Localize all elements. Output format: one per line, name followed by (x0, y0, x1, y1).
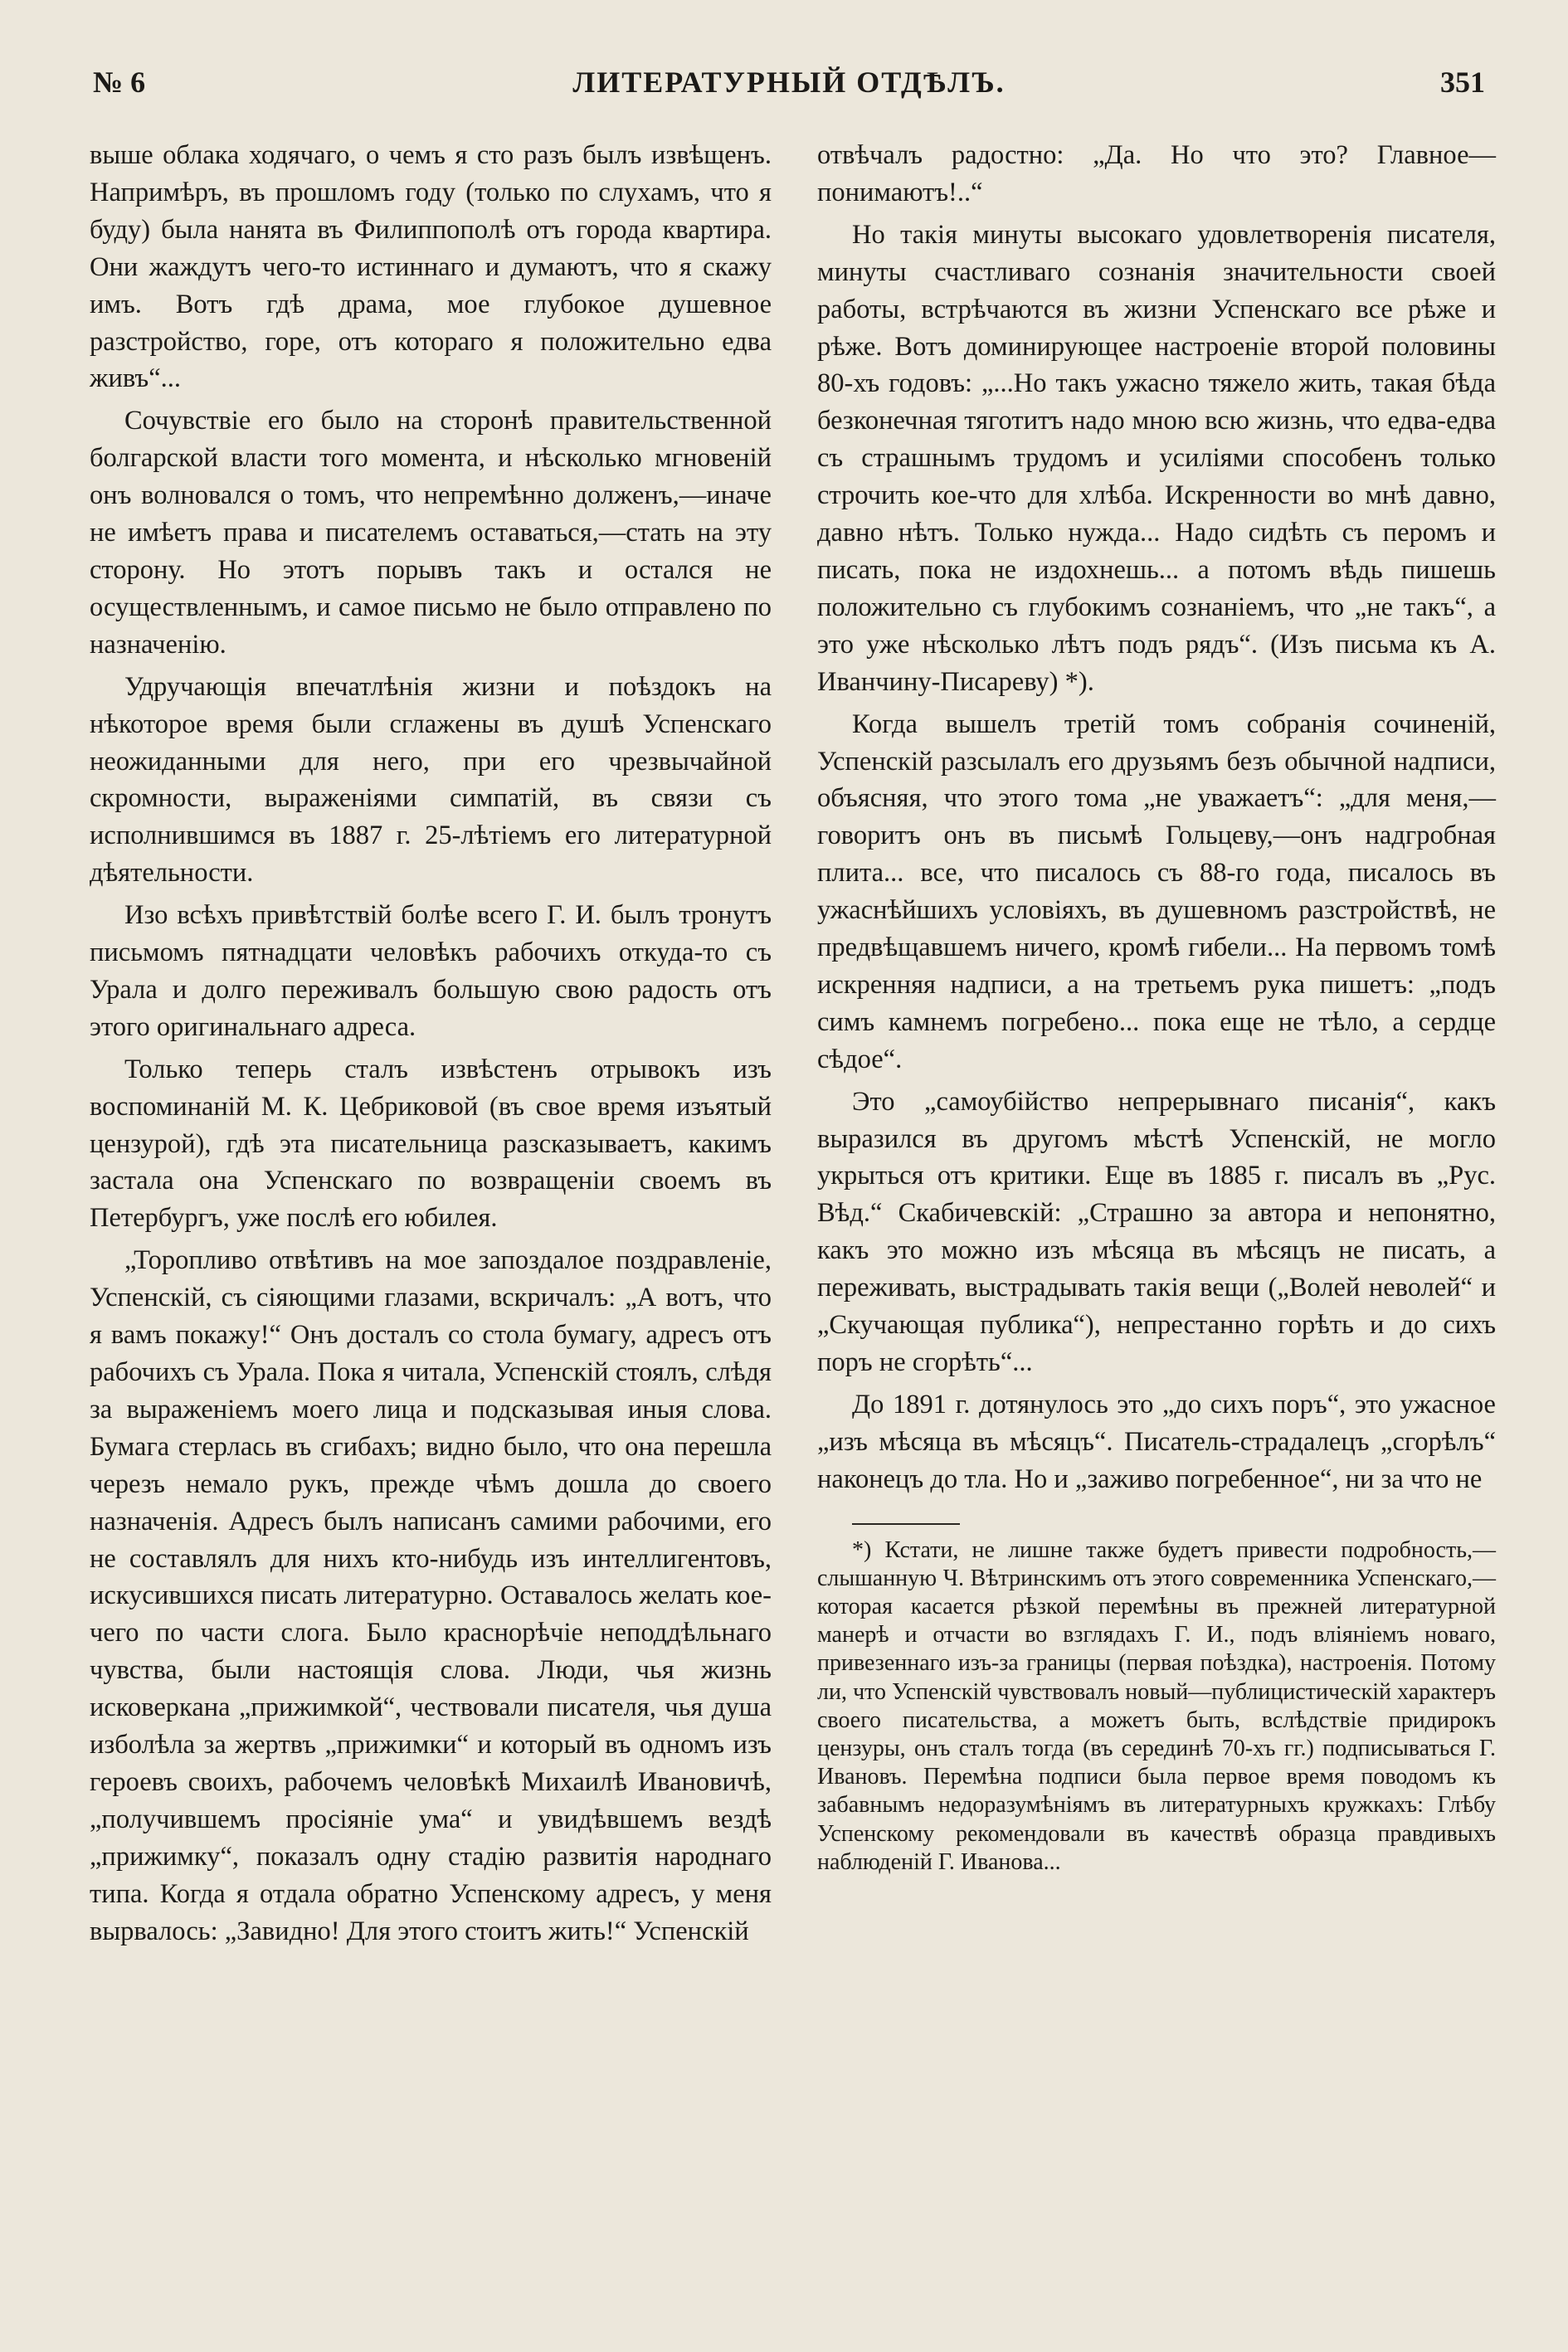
paragraph: Но такія минуты высокаго удовлетворенія писателя, минуты счастливаго сознанія значительности своей работы, встрѣчаются въ жизни Успенскаго все рѣже и рѣже. Вотъ доминирующее настроеніе второй половины 80-хъ годовъ: „...Но такъ ужасно тяжело жить, такая бѣда безконечная тяготитъ надо мною всю жизнь, что едва-едва съ страшнымъ трудомъ и усиліями способенъ только строчить кое-что для хлѣба. Искренности во мнѣ давно, давно нѣтъ. Только нужда... Надо сидѣть съ перомъ и писать, пока не издохнешь... а потомъ вѣдь пишешь положительно съ глубокимъ сознаніемъ, что „не такъ“, а это уже нѣсколько лѣтъ подъ рядъ“. (Изъ письма къ А. Иванчину-Писареву) *). (817, 219, 1496, 697)
paragraph: Когда вышелъ третій томъ собранія сочиненій, Успенскій разсылалъ его друзьямъ безъ обычной надписи, объясняя, что этого тома „не уважаетъ“: „для меня,—говоритъ онъ въ письмѣ Гольцеву,—онъ надгробная плита... все, что писалось съ 88-го года, писалось въ ужаснѣйшихъ условіяхъ, въ душевномъ разстройствѣ, не предвѣщавшемъ ничего, кромѣ гибели... На первомъ томѣ искренняя надписи, а на третьемъ рука пишетъ: „подъ симъ камнемъ погребено... пока еще не тѣло, а сердце сѣдое“. (817, 709, 1496, 1074)
paragraph: отвѣчалъ радостно: „Да. Но что это? Главное—понимаютъ!..“ (817, 140, 1496, 207)
paragraph: Удручающія впечатлѣнія жизни и поѣздокъ на нѣкоторое время были сглажены въ душѣ Успенскаго неожиданными для него, при его чрезвычайной скромности, выраженіями симпатій, въ связи съ исполнившимся въ 1887 г. 25-лѣтіемъ его литературной дѣятельности. (90, 671, 772, 889)
right-column (817, 137, 1496, 1877)
left-column (90, 137, 772, 1950)
paragraph: Только теперь сталъ извѣстенъ отрывокъ изъ воспоминаній М. К. Цебриковой (въ свое время изъятый цензурой), гдѣ эта писательница разсказываетъ, какимъ застала она Успенскаго по возвращеніи своемъ въ Петербургъ, уже послѣ его юбилея. (90, 1054, 772, 1234)
section-title: ЛИТЕРАТУРНЫЙ ОТДѢЛЪ. (572, 66, 1006, 99)
paragraph: До 1891 г. дотянулось это „до сихъ поръ“, это ужасное „изъ мѣсяца въ мѣсяцъ“. Писатель-страдалецъ „сгорѣлъ“ наконецъ до тла. Но и „заживо погребенное“, ни за что не (817, 1389, 1496, 1494)
running-header (93, 65, 1485, 111)
paragraph: Это „самоубійство непрерывнаго писанія“, какъ выразился въ другомъ мѣстѣ Успенскій, не могло укрыться отъ критики. Еще въ 1885 г. писалъ въ „Рус. Вѣд.“ Скабичевскій: „Страшно за автора и непонятно, какъ это можно изъ мѣсяца въ мѣсяцъ не писать, а переживать, выстрадывать такія вещи („Волей неволей“ и „Скучающая публика“), непрестанно горѣть и до сихъ поръ не сгорѣть“... (817, 1086, 1496, 1377)
footnote: *) Кстати, не лишне также будетъ привести подробность,—слышанную Ч. Вѣтринскимъ отъ этого современника Успенскаго,—которая касается рѣзкой перемѣны въ прежней литературной манерѣ и отчасти во взглядахъ Г. И., подъ вліяніемъ новаго, привезеннаго изъ-за границы (первая поѣздка), настроенія. Потому ли, что Успенскій чувствовалъ новый—публицистическій характеръ своего писательства, а можетъ быть, вслѣдствіе придирокъ цензуры, онъ сталъ тогда (въ серединѣ 70-хъ гг.) подписываться Г. Ивановъ. Перемѣна подписи была первое время поводомъ къ забавнымъ недоразумѣніямъ въ литературныхъ кружкахъ: Глѣбу Успенскому рекомендовали въ качествѣ образца правдивыхъ наблюденій Г. Иванова... (817, 1536, 1496, 1875)
footnote-divider (852, 1523, 960, 1525)
paragraph: Сочувствіе его было на сторонѣ правительственной болгарской власти того момента, и нѣсколько мгновеній онъ волновался о томъ, что непремѣнно долженъ,—иначе не имѣетъ права и писателемъ оставаться,—стать на эту сторону. Но этотъ порывъ такъ и остался не осуществленнымъ, и самое письмо не было отправлено по назначенію. (90, 406, 772, 660)
paragraph: выше облака ходячаго, о чемъ я сто разъ былъ извѣщенъ. Напримѣръ, въ прошломъ году (только по слухамъ, что я буду) была нанята въ Филиппополѣ отъ города квартира. Они жаждутъ чего-то истиннаго и думаютъ, что я скажу имъ. Вотъ гдѣ драма, мое глубокое душевное разстройство, горе, отъ котораго я положительно едва живъ“... (90, 140, 772, 394)
paragraph: Изо всѣхъ привѣтствій болѣе всего Г. И. былъ тронутъ письмомъ пятнадцати человѣкъ рабочихъ откуда-то съ Урала и долго переживалъ большую свою радость отъ этого оригинальнаго адреса. (90, 900, 772, 1042)
quote-paragraph: „Торопливо отвѣтивъ на мое запоздалое поздравленіе, Успенскій, съ сіяющими глазами, вскричалъ: „А вотъ, что я вамъ покажу!“ Онъ досталъ со стола бумагу, адресъ отъ рабочихъ съ Урала. Пока я читала, Успенскій стоялъ, слѣдя за выраженіемъ моего лица и подсказывая иныя слова. Бумага стерлась въ сгибахъ; видно было, что она перешла черезъ немало рукъ, прежде чѣмъ дошла до своего назначенія. Адресъ былъ написанъ самими рабочими, его не составлялъ для нихъ кто-нибудь изъ интеллигентовъ, искусившихся писать литературно. Оставалось желать кое-чего по части слога. Было краснорѣчіе неподдѣльнаго чувства, были настоящія слова. Люди, чья жизнь исковеркана „прижимкой“, чествовали писателя, чья душа изболѣла за жертвъ „прижимки“ и который въ одномъ изъ героевъ своихъ, рабочемъ человѣкѣ Михаилѣ Ивановичѣ, „получившемъ просіяніе ума“ и увидѣвшемъ вездѣ „прижимку“, показалъ одну стадію развитія народнаго типа. Когда я отдала обратно Успенскому адресъ, у меня вырвалось: „Завидно! Для этого стоитъ жить!“ Успенскій (90, 1245, 772, 1946)
issue-number: № 6 (93, 66, 146, 99)
page-number: 351 (1440, 66, 1485, 99)
